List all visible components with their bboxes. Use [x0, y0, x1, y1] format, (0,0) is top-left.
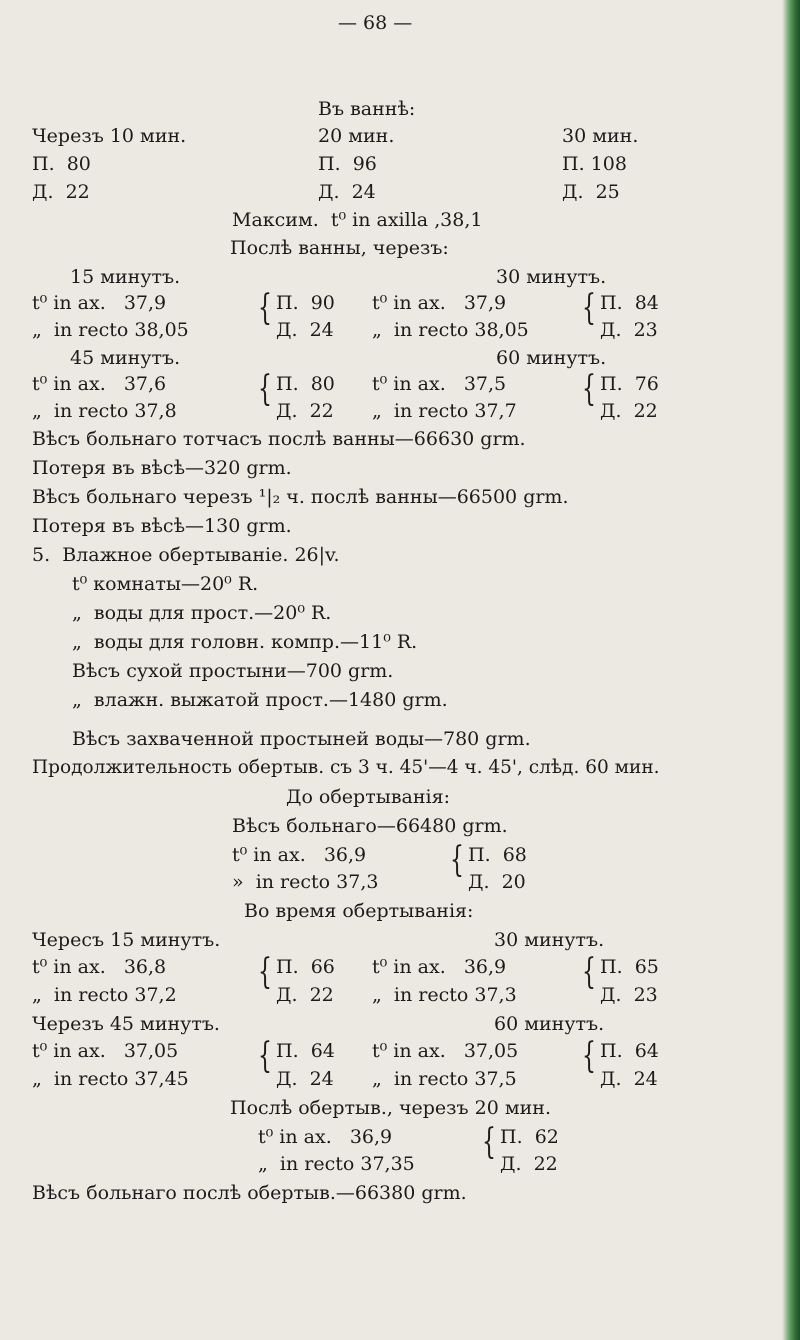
- bath-col3-resp: Д. 25: [562, 181, 620, 203]
- during-30-resp: Д. 23: [600, 984, 658, 1006]
- after-bath-15-label: 15 минутъ.: [70, 266, 181, 288]
- after-bath-60-resp: Д. 22: [600, 400, 658, 422]
- bath-col2-pulse: П. 96: [318, 153, 377, 175]
- during-60-ax: t⁰ in ax. 37,05: [372, 1040, 519, 1062]
- after-bath-15-ax: t⁰ in ax. 37,9: [32, 292, 167, 314]
- after-bath-15-pulse: П. 90: [276, 292, 335, 314]
- weight-line-1: Вѣсъ больнаго тотчасъ послѣ ванны—66630 grm.: [32, 428, 526, 450]
- during-45-pulse: П. 64: [276, 1040, 335, 1062]
- before-heading: До обертыванія:: [286, 786, 450, 808]
- after-wrap-heading: Послѣ обертыв., черезъ 20 мин.: [230, 1097, 552, 1119]
- final-weight: Вѣсъ больнаго послѣ обертыв.—66380 grm.: [32, 1182, 467, 1204]
- brace: {: [482, 1122, 496, 1163]
- after-bath-30-resp: Д. 23: [600, 319, 658, 341]
- bath-heading: Въ ваннѣ:: [318, 98, 416, 120]
- wrap-water-weight: Вѣсъ захваченной простыней воды—780 grm.: [72, 728, 531, 750]
- during-15-pulse: П. 66: [276, 956, 335, 978]
- after-bath-heading: Послѣ ванны, черезъ:: [230, 237, 449, 259]
- weight-line-3: Вѣсъ больнаго черезъ ¹|₂ ч. послѣ ванны—66500 grm.: [32, 486, 569, 508]
- brace: {: [258, 952, 272, 993]
- bath-col3-pulse: П. 108: [562, 153, 627, 175]
- weight-line-2: Потеря въ вѣсѣ—320 grm.: [32, 457, 292, 479]
- before-resp: Д. 20: [468, 871, 526, 893]
- after-bath-30-pulse: П. 84: [600, 292, 659, 314]
- before-pulse: П. 68: [468, 844, 527, 866]
- during-45-ax: t⁰ in ax. 37,05: [32, 1040, 179, 1062]
- wrap-dry-sheet: Вѣсъ сухой простыни—700 grm.: [72, 660, 394, 682]
- after-bath-30-ax: t⁰ in ax. 37,9: [372, 292, 507, 314]
- after-bath-60-label: 60 минутъ.: [496, 347, 607, 369]
- brace: {: [582, 1036, 596, 1077]
- after-bath-45-pulse: П. 80: [276, 373, 335, 395]
- brace: {: [258, 1036, 272, 1077]
- max-temp: Максим. t⁰ in axilla ‚38,1: [232, 209, 483, 231]
- during-30-ax: t⁰ in ax. 36,9: [372, 956, 507, 978]
- after-wrap-ax: t⁰ in ax. 36,9: [258, 1126, 393, 1148]
- page-number: — 68 —: [338, 12, 413, 34]
- during-15-resp: Д. 22: [276, 984, 334, 1006]
- during-30-pulse: П. 65: [600, 956, 659, 978]
- during-60-label: 60 минутъ.: [494, 1013, 605, 1035]
- after-wrap-pulse: П. 62: [500, 1126, 559, 1148]
- brace: {: [582, 288, 596, 329]
- wrap-title: 5. Влажное обертываніе. 26|v.: [32, 544, 340, 566]
- after-bath-45-resp: Д. 22: [276, 400, 334, 422]
- during-15-label: Чересъ 15 минутъ.: [32, 929, 221, 951]
- during-60-pulse: П. 64: [600, 1040, 659, 1062]
- brace: {: [582, 952, 596, 993]
- after-bath-30-label: 30 минутъ.: [496, 266, 607, 288]
- during-45-recto: „ in recto 37,45: [32, 1068, 189, 1090]
- bath-col1-resp: Д. 22: [32, 181, 90, 203]
- wrap-sheet-water: „ воды для прост.—20⁰ R.: [72, 602, 332, 624]
- page-edge-shadow: [782, 0, 800, 1340]
- during-30-label: 30 минутъ.: [494, 929, 605, 951]
- during-60-resp: Д. 24: [600, 1068, 658, 1090]
- bath-col1-label: Черезъ 10 мин.: [32, 125, 187, 147]
- during-30-recto: „ in recto 37,3: [372, 984, 517, 1006]
- after-wrap-recto: „ in recto 37,35: [258, 1153, 415, 1175]
- after-bath-15-resp: Д. 24: [276, 319, 334, 341]
- during-15-ax: t⁰ in ax. 36,8: [32, 956, 167, 978]
- brace: {: [582, 369, 596, 410]
- before-weight: Вѣсъ больнаго—66480 grm.: [232, 815, 508, 837]
- after-bath-45-ax: t⁰ in ax. 37,6: [32, 373, 167, 395]
- weight-line-4: Потеря въ вѣсѣ—130 grm.: [32, 515, 292, 537]
- after-bath-60-pulse: П. 76: [600, 373, 659, 395]
- brace: {: [258, 369, 272, 410]
- wrap-wet-sheet: „ влажн. выжатой прост.—1480 grm.: [72, 689, 448, 711]
- brace: {: [258, 288, 272, 329]
- bath-col1-pulse: П. 80: [32, 153, 91, 175]
- brace: {: [450, 840, 464, 881]
- during-45-resp: Д. 24: [276, 1068, 334, 1090]
- wrap-head-compress: „ воды для головн. компр.—11⁰ R.: [72, 631, 418, 653]
- bath-col3-label: 30 мин.: [562, 125, 639, 147]
- after-wrap-resp: Д. 22: [500, 1153, 558, 1175]
- after-bath-60-ax: t⁰ in ax. 37,5: [372, 373, 507, 395]
- during-heading: Во время обертыванія:: [244, 900, 474, 922]
- during-60-recto: „ in recto 37,5: [372, 1068, 517, 1090]
- after-bath-60-recto: „ in recto 37,7: [372, 400, 517, 422]
- bath-col2-label: 20 мин.: [318, 125, 395, 147]
- before-recto: » in recto 37,3: [232, 871, 379, 893]
- bath-col2-resp: Д. 24: [318, 181, 376, 203]
- after-bath-15-recto: „ in recto 38,05: [32, 319, 189, 341]
- before-ax: t⁰ in ax. 36,9: [232, 844, 367, 866]
- after-bath-45-recto: „ in recto 37,8: [32, 400, 177, 422]
- wrap-duration: Продолжительность обертыв. съ 3 ч. 45'—4 ч. 45', слѣд. 60 мин.: [32, 757, 660, 778]
- after-bath-30-recto: „ in recto 38,05: [372, 319, 529, 341]
- wrap-room-temp: t⁰ комнаты—20⁰ R.: [72, 573, 259, 595]
- during-15-recto: „ in recto 37,2: [32, 984, 177, 1006]
- after-bath-45-label: 45 минутъ.: [70, 347, 181, 369]
- during-45-label: Черезъ 45 минутъ.: [32, 1013, 220, 1035]
